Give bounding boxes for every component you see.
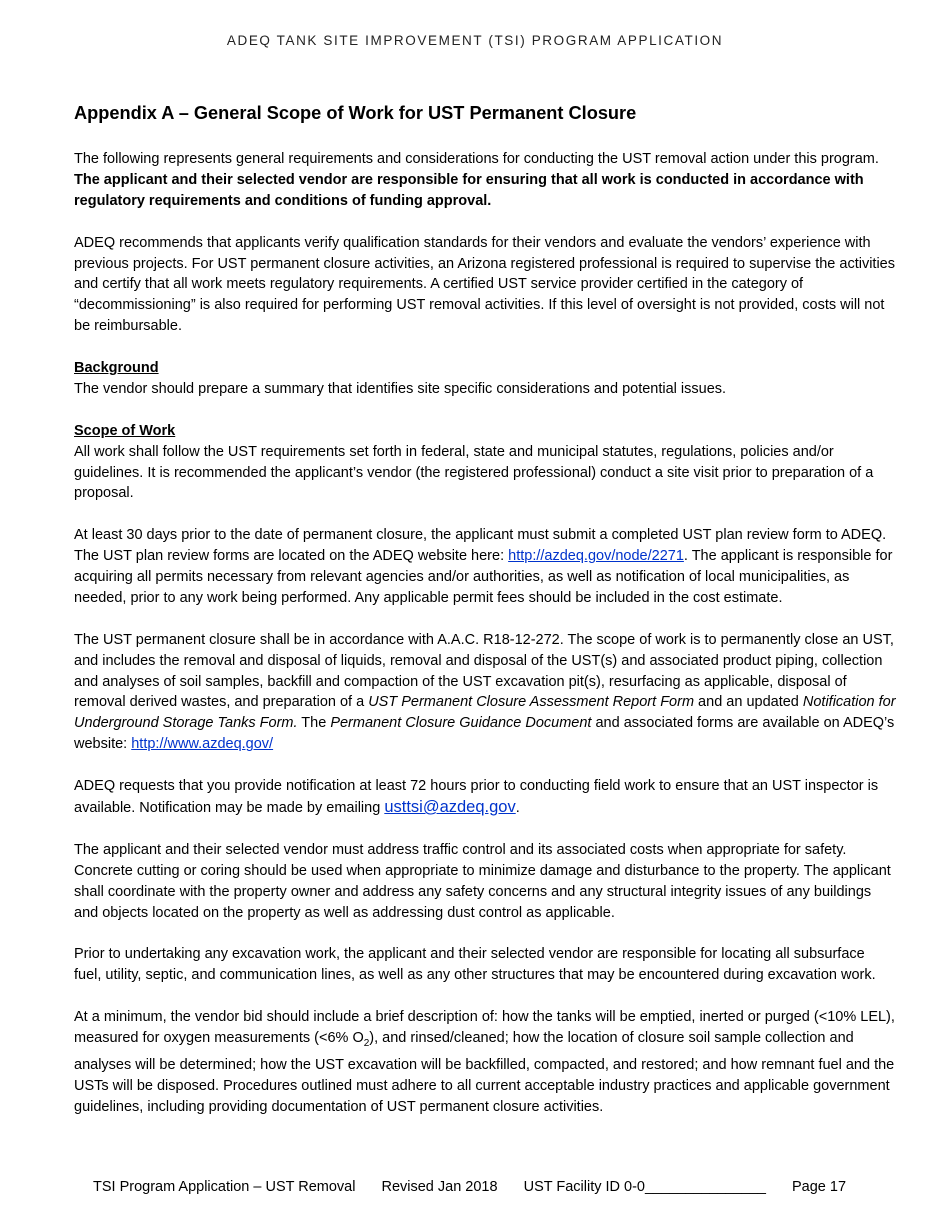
email-link[interactable]: usttsi@azdeq.gov: [384, 798, 516, 816]
plan-review-text-2: . The applicant is responsible for acquiring all permits necessary from relevant agencies and/or authorities, as well as notification of local municipalities, as needed, prior to any work being performed. Any applicable permit fees should be included in the cost estimate.: [74, 548, 893, 606]
adeq-website-link[interactable]: http://www.azdeq.gov/: [131, 736, 274, 753]
notification-text-2: .: [515, 800, 520, 816]
appendix-heading: Appendix A – General Scope of Work for UST Permanent Closure: [74, 103, 637, 123]
recommendation-paragraph: ADEQ recommends that applicants verify qualification standards for their vendors and evaluate the vendors’ experience with previous projects. For UST permanent closure activities, an Arizona registered professional is required to supervise the activities and certify that all work meets regulatory requirements. A certified UST service provider certified in the category of “decommissioning” is also required for performing UST removal activities. If this level of oversight is not provided, costs will not be reimbursable.: [74, 234, 895, 335]
footer-facility-id: UST Facility ID 0-0_______________: [523, 1179, 766, 1195]
oxygen-subscript: 2: [363, 1037, 370, 1049]
intro-paragraph: [74, 149, 896, 212]
plan-review-text-1: At least 30 days prior to the date of permanent closure, the applicant must submit a completed UST plan review form to ADEQ. The UST plan review forms are located on the ADEQ website here:: [74, 527, 887, 565]
vendor-bid-text-2: ), and rinsed/cleaned; how the location of closure soil sample collection and analyses will be determined; how the UST excavation will be backfilled, compacted, and restored; and how remnant fuel and the USTs will be disposed. Procedures outlined must adhere to all current acceptable industry practices and applicable government guidelines, including providing documentation of UST permanent closure activities.: [74, 1029, 895, 1115]
background-heading: Background: [74, 360, 159, 377]
page-footer: [93, 1179, 873, 1195]
closure-form-title-2: Notification for Underground Storage Tanks Form.: [74, 694, 896, 732]
closure-form-title-1: UST Permanent Closure Assessment Report Form: [368, 694, 695, 711]
background-section: [74, 358, 896, 400]
closure-guidance-title: Permanent Closure Guidance Document: [330, 715, 592, 732]
traffic-control-paragraph: The applicant and their selected vendor must address traffic control and its associated costs when appropriate for safety. Concrete cutting or coring should be used when appropriate to minimize damage and disturbance to the property. The applicant shall coordinate with the property owner and address any safety concerns and any structural integrity issues of any buildings and objects located on the property as well as addressing dust control as applicable.: [74, 841, 891, 921]
page-header: ADEQ TANK SITE IMPROVEMENT (TSI) PROGRAM APPLICATION: [226, 33, 724, 48]
notification-paragraph: [74, 776, 896, 819]
footer-app-name: TSI Program Application – UST Removal: [93, 1179, 356, 1195]
closure-text-2: and an updated: [694, 694, 803, 711]
vendor-bid-text-1: At a minimum, the vendor bid should include a brief description of: how the tanks will be emptied, inerted or purged (<10% LEL), measured for oxygen measurements (<6% O: [74, 1009, 895, 1046]
intro-bold-text: The applicant and their selected vendor are responsible for ensuring that all work is conducted in accordance with regulatory requirements and conditions of funding approval.: [74, 171, 864, 209]
vendor-bid-paragraph: [74, 1007, 896, 1117]
scope-heading: Scope of Work: [74, 422, 176, 439]
notification-text-1: ADEQ requests that you provide notification at least 72 hours prior to conducting field work to ensure that an UST inspector is available. Notification may be made by emailing: [74, 778, 879, 816]
excavation-paragraph: Prior to undertaking any excavation work, the applicant and their selected vendor are responsible for locating all subsurface fuel, utility, septic, and communication lines, as well as any other structures that may be encountered during excavation work.: [74, 946, 876, 984]
scope-text: All work shall follow the UST requirements set forth in federal, state and municipal statutes, regulations, policies and/or guidelines. It is recommended the applicant’s vendor (the registered professional) conduct a site visit prior to preparation of a proposal.: [74, 443, 874, 502]
background-text: The vendor should prepare a summary that identifies site specific considerations and potential issues.: [74, 380, 727, 397]
intro-text: The following represents general requirements and considerations for conducting the UST removal action under this program.: [74, 151, 879, 167]
plan-review-link[interactable]: http://azdeq.gov/node/2271: [508, 548, 684, 565]
plan-review-paragraph: [74, 525, 896, 609]
footer-revised-date: Revised Jan 2018: [381, 1179, 498, 1195]
document-body: [74, 101, 896, 1138]
scope-section: [74, 421, 896, 505]
closure-text-1: The UST permanent closure shall be in accordance with A.A.C. R18-12-272. The scope of work is to permanently close an UST, and includes the removal and disposal of liquids, removal and disposal of the UST(s) and associated product piping, collection and analyses of soil samples, backfill and compaction of the UST excavation pit(s), resurfacing as applicable, disposal of removal derived wastes, and preparation of a: [74, 631, 894, 711]
closure-text-4: and associated forms are available on ADEQ’s website:: [74, 715, 895, 753]
footer-page-number: Page 17: [791, 1179, 847, 1195]
closure-text-3: The: [297, 715, 331, 732]
closure-paragraph: [74, 630, 896, 755]
